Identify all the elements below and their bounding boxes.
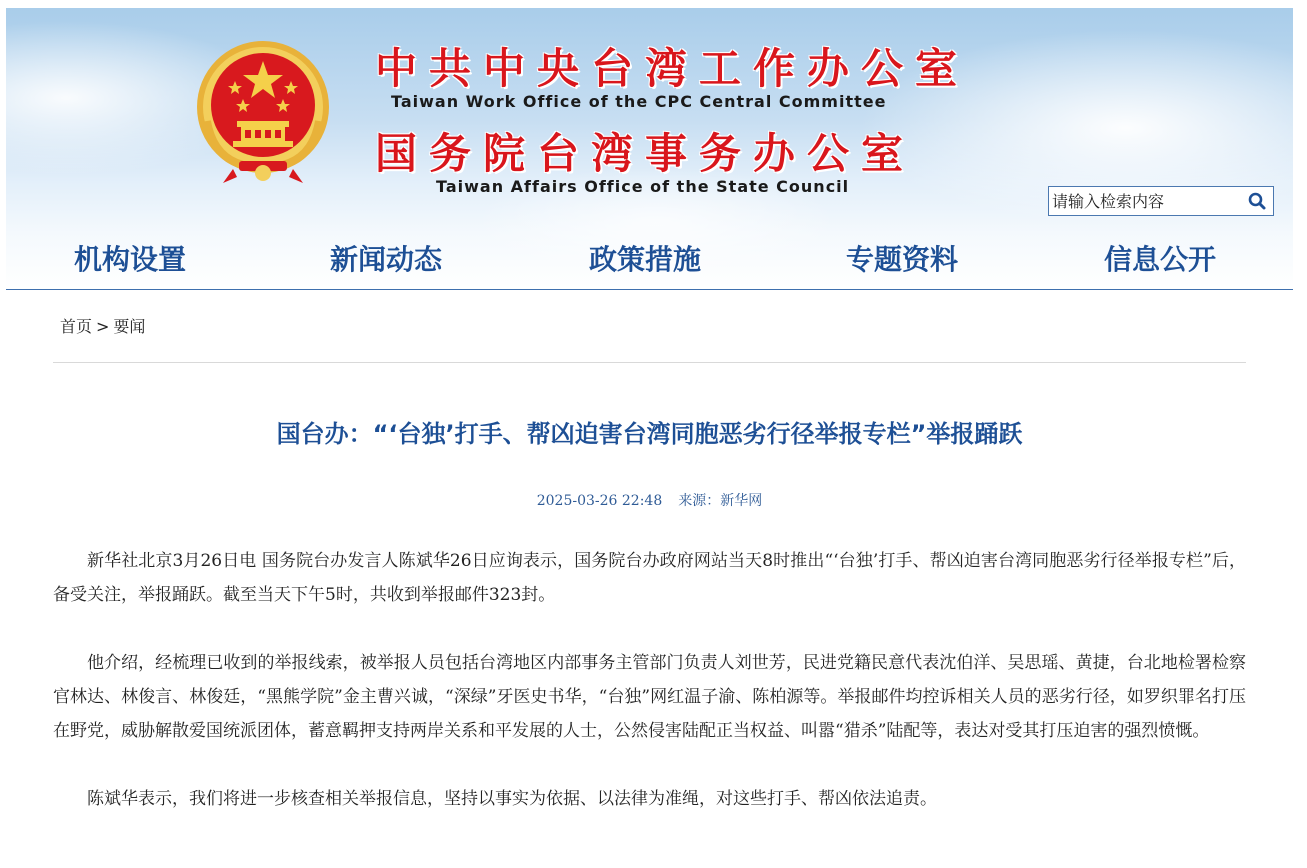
nav-item-organization[interactable]: 机构设置 — [74, 243, 187, 276]
site-title-en-secondary: Taiwan Affairs Office of the State Council — [436, 177, 850, 196]
article-source: 来源：新华网 — [678, 493, 763, 509]
article-paragraph: 新华社北京3月26日电 国务院台办发言人陈斌华26日应询表示，国务院台办政府网站当天8时推出“‘台独’打手、帮凶迫害台湾同胞恶劣行径举报专栏”后，备受关注，举报踊跃。截至当天下午5时，共收到举报邮件323封。 — [53, 551, 1246, 605]
article-meta — [53, 490, 1246, 510]
article-title: 国台办：“‘台独’打手、帮凶迫害台湾同胞恶劣行径举报专栏”举报踊跃 — [276, 420, 1023, 448]
article-datetime: 2025-03-26 22:48 — [536, 493, 663, 509]
search-icon[interactable] — [1247, 191, 1267, 211]
nav-item-disclosure[interactable]: 信息公开 — [1104, 243, 1217, 276]
nav-item-news[interactable]: 新闻动态 — [330, 243, 443, 276]
site-title-cn-primary: 中共中央台湾工作办公室 — [375, 44, 970, 93]
nav-item-topics[interactable]: 专题资料 — [846, 243, 959, 276]
search-box — [1048, 186, 1274, 216]
header-divider — [6, 289, 1293, 290]
breadcrumb-current-link[interactable]: 要闻 — [113, 317, 146, 336]
article-paragraph: 陈斌华表示，我们将进一步核查相关举报信息，坚持以事实为依据、以法律为准绳，对这些打手、帮凶依法追责。 — [87, 789, 937, 809]
site-title-en-primary: Taiwan Work Office of the CPC Central Committee — [391, 92, 887, 111]
nav-item-policies[interactable]: 政策措施 — [589, 243, 702, 276]
national-emblem-icon[interactable] — [193, 37, 333, 185]
article-body — [53, 544, 1246, 850]
search-input[interactable] — [1049, 187, 1242, 215]
article-paragraph: 他介绍，经梳理已收到的举报线索，被举报人员包括台湾地区内部事务主管部门负责人刘世芳，民进党籍民意代表沈伯洋、吴思瑶、黄捷，台北地检署检察官林达、林俊言、林俊廷，“黑熊学院”金主曹兴诚，“深绿”牙医史书华，“台独”网红温子渝、陈柏源等。举报邮件均控诉相关人员的恶劣行径，如罗织罪名打压在野党，威胁解散爱国统派团体，蓄意羁押支持两岸关系和平发展的人士，公然侵害陆配正当权益、叫嚣“猎杀”陆配等，表达对受其打压迫害的强烈愤慨。 — [53, 653, 1246, 741]
header-banner — [6, 8, 1293, 289]
breadcrumb-separator: > — [96, 317, 110, 336]
site-title-cn-secondary: 国务院台湾事务办公室 — [375, 129, 916, 178]
main-nav — [6, 230, 1293, 286]
breadcrumb — [60, 314, 145, 337]
content-divider — [53, 362, 1246, 363]
breadcrumb-home-link[interactable]: 首页 — [60, 317, 93, 336]
